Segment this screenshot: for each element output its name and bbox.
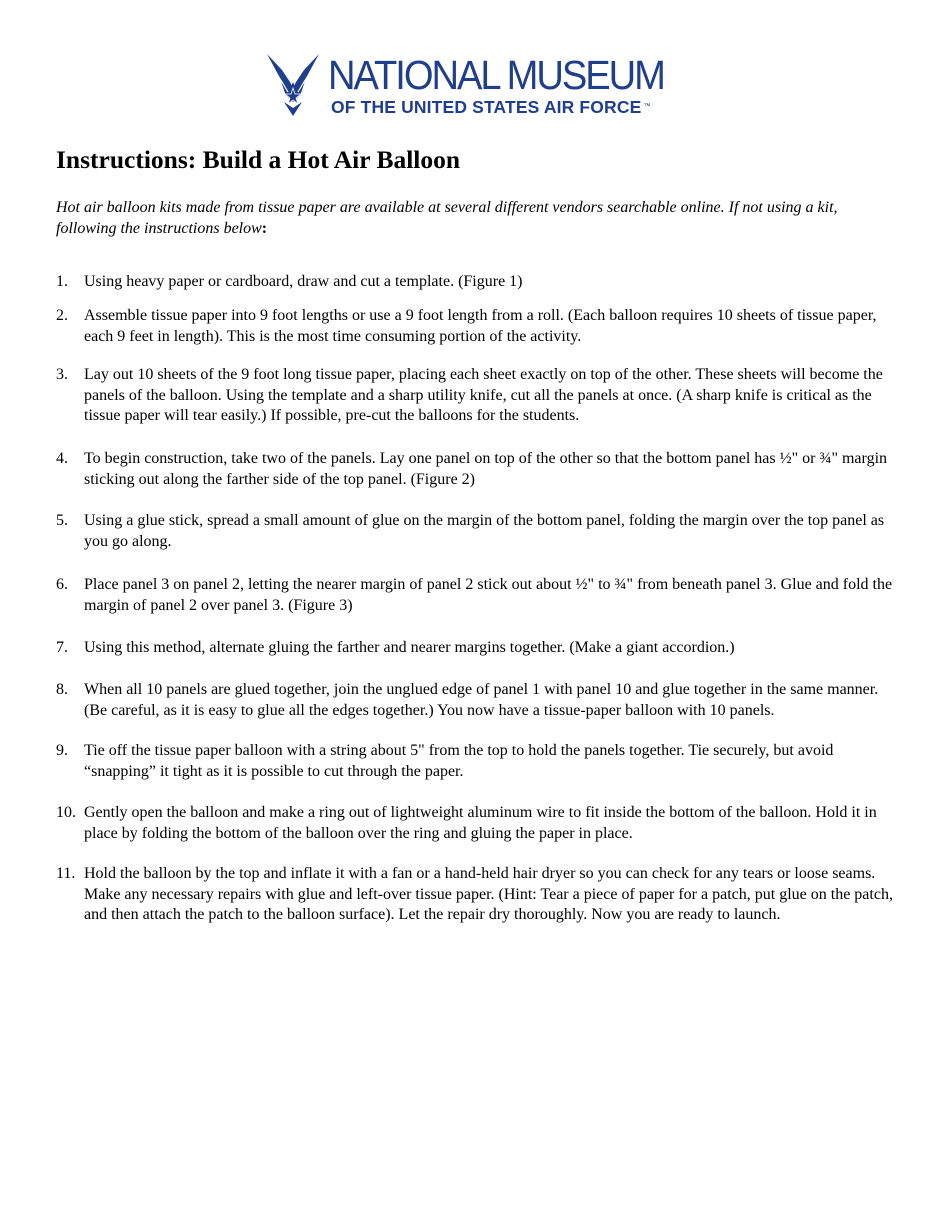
- step-item: [56, 864, 901, 926]
- step-number: 6.: [56, 576, 68, 593]
- museum-logo: [266, 52, 686, 122]
- step-text: Hold the balloon by the top and inflate it with a fan or a hand-held hair dryer so you can check for any tears or loose seams. Make any necessary repairs with glue and left-over tissue paper. (Hint: Tear a piece of paper for a patch, put glue on the patch, and then attach the patch to the balloon surface). Let the repair dry thoroughly. Now you are ready to launch.: [84, 865, 893, 924]
- step-text: When all 10 panels are glued together, join the unglued edge of panel 1 with panel 10 and glue together in the same manner. (Be careful, as it is easy to glue all the edges together.) You now have a tissue-paper balloon with 10 panels.: [84, 681, 879, 719]
- step-number: 4.: [56, 450, 68, 467]
- step-number: 9.: [56, 742, 68, 759]
- step-item: [56, 449, 901, 490]
- step-text: Using a glue stick, spread a small amount of glue on the margin of the bottom panel, folding the margin over the top panel as you go along.: [84, 512, 885, 550]
- step-item: [56, 741, 901, 782]
- step-number: 8.: [56, 681, 68, 698]
- intro-text: Hot air balloon kits made from tissue paper are available at several different vendors searchable online. If not using a kit, following the instructions below: [56, 199, 838, 237]
- step-item: [56, 365, 901, 427]
- logo-subtitle: [331, 97, 651, 117]
- step-text: Using heavy paper or cardboard, draw and cut a template. (Figure 1): [84, 273, 523, 290]
- step-text: Lay out 10 sheets of the 9 foot long tissue paper, placing each sheet exactly on top of the other. These sheets will become the panels of the balloon. Using the template and a sharp utility knife, cut all the panels at once. (A sharp knife is critical as the tissue paper will tear easily.) If possible, pre-cut the balloons for the students.: [84, 366, 883, 425]
- step-number: 1.: [56, 273, 68, 290]
- logo-title: NATIONAL MUSEUM: [328, 52, 664, 98]
- step-number: 3.: [56, 366, 68, 383]
- step-item: [56, 575, 901, 616]
- step-item: [56, 511, 901, 552]
- intro-paragraph: [56, 197, 901, 239]
- step-text: Assemble tissue paper into 9 foot lengths or use a 9 foot length from a roll. (Each balloon requires 10 sheets of tissue paper, each 9 feet in length). This is the most time consuming portion of the activity.: [84, 307, 877, 345]
- step-item: [56, 638, 901, 659]
- step-text: Place panel 3 on panel 2, letting the nearer margin of panel 2 stick out about ½" to ¾" from beneath panel 3. Glue and fold the margin of panel 2 over panel 3. (Figure 3): [84, 576, 893, 614]
- logo-subtitle-text: OF THE UNITED STATES AIR FORCE: [331, 97, 642, 117]
- step-item: [56, 306, 901, 347]
- step-number: 10.: [56, 804, 76, 821]
- step-item: [56, 272, 901, 293]
- step-number: 2.: [56, 307, 68, 324]
- step-text: Using this method, alternate gluing the farther and nearer margins together. (Make a giant accordion.): [84, 639, 735, 656]
- step-text: Gently open the balloon and make a ring out of lightweight aluminum wire to fit inside the bottom of the balloon. Hold it in place by folding the bottom of the balloon over the ring and gluing the paper in place.: [84, 804, 877, 842]
- trademark-symbol: ™: [643, 103, 651, 110]
- step-item: [56, 803, 901, 844]
- step-text: To begin construction, take two of the panels. Lay one panel on top of the other so that the bottom panel has ½" or ¾" margin sticking out along the farther side of the top panel. (Figure 2): [84, 450, 888, 488]
- step-number: 7.: [56, 639, 68, 656]
- step-item: [56, 680, 901, 721]
- air-force-wings-icon: [266, 52, 320, 118]
- intro-colon: :: [261, 220, 268, 237]
- step-number: 5.: [56, 512, 68, 529]
- step-number: 11.: [56, 865, 76, 882]
- step-text: Tie off the tissue paper balloon with a string about 5" from the top to hold the panels together. Tie securely, but avoid “snapping” it tight as it is possible to cut through the paper.: [84, 742, 834, 780]
- page-title: Instructions: Build a Hot Air Balloon: [56, 145, 461, 174]
